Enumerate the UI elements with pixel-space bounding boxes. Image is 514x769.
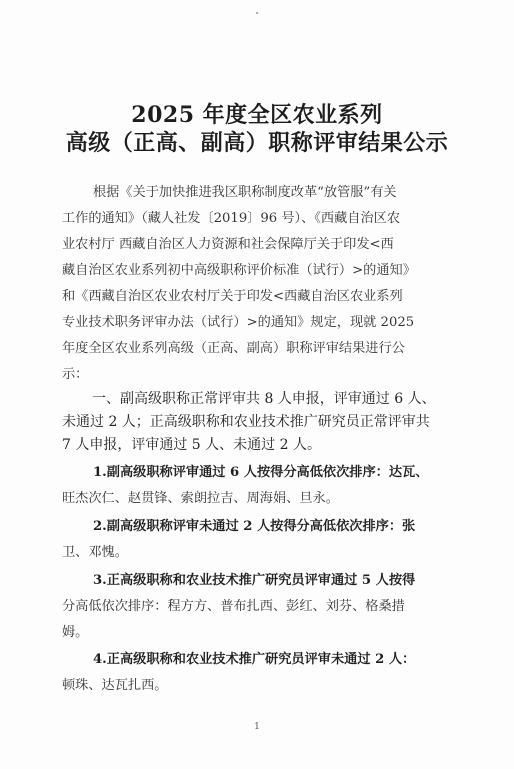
intro-line-2: 工作的通知》（藏人社发〔2019〕96 号）、《西藏自治区农 xyxy=(62,211,401,226)
intro-line-3: 业农村厅 西藏自治区人力资源和社会保障厅关于印发<西 xyxy=(62,237,394,252)
intro-line-7: 年度全区农业系列高级（正高、副高）职称评审结果进行公 xyxy=(62,341,405,356)
item4-line-1: 4.正高级职称和农业技术推广研究员评审未通过 2 人： xyxy=(93,652,416,667)
item1-line-1: 1.副高级职称评审通过 6 人按得分高低依次排序：达瓦、 xyxy=(93,465,429,480)
section1-line-2: 未通过 2 人；正高级职称和农业技术推广研究员正常评审共 xyxy=(62,414,430,430)
section1-line-1: 一、副高级职称正常评审共 8 人申报，评审通过 6 人、 xyxy=(92,391,436,407)
document-title-line-1: 2025 年度全区农业系列 xyxy=(131,102,383,128)
intro-line-4: 藏自治区农业系列初中高级职称评价标准（试行）>的通知》 xyxy=(62,263,416,278)
item2-line-2: 卫、邓愧。 xyxy=(62,545,128,560)
item4-line-2: 顿珠、达瓦扎西。 xyxy=(62,678,168,693)
intro-line-8: 示： xyxy=(62,367,89,382)
intro-line-6: 专业技术职务评审办法（试行）>的通知》规定，现就 2025 xyxy=(62,315,415,330)
scan-speck xyxy=(256,12,258,14)
item3-line-3: 姆。 xyxy=(62,625,89,640)
page-number: 1 xyxy=(254,722,260,732)
document-title-line-2: 高级（正高、副高）职称评审结果公示 xyxy=(65,130,449,156)
intro-line-1: 根据《关于加快推进我区职称制度改革“放管服”有关 xyxy=(93,185,397,200)
intro-line-5: 和《西藏自治区农业农村厅关于印发<西藏自治区农业系列 xyxy=(62,289,403,304)
section1-line-3: 7 人申报，评审通过 5 人、未通过 2 人。 xyxy=(62,437,321,453)
item3-line-2: 分高低依次排序：程方方、普布扎西、彭红、刘芬、格桑措 xyxy=(62,599,405,614)
item1-line-2: 旺杰次仁、赵贯锋、索朗拉吉、周海娟、旦永。 xyxy=(62,491,339,506)
item2-line-1: 2.副高级职称评审未通过 2 人按得分高低依次排序：张 xyxy=(93,519,416,534)
item3-line-1: 3.正高级职称和农业技术推广研究员评审通过 5 人按得 xyxy=(93,573,416,588)
